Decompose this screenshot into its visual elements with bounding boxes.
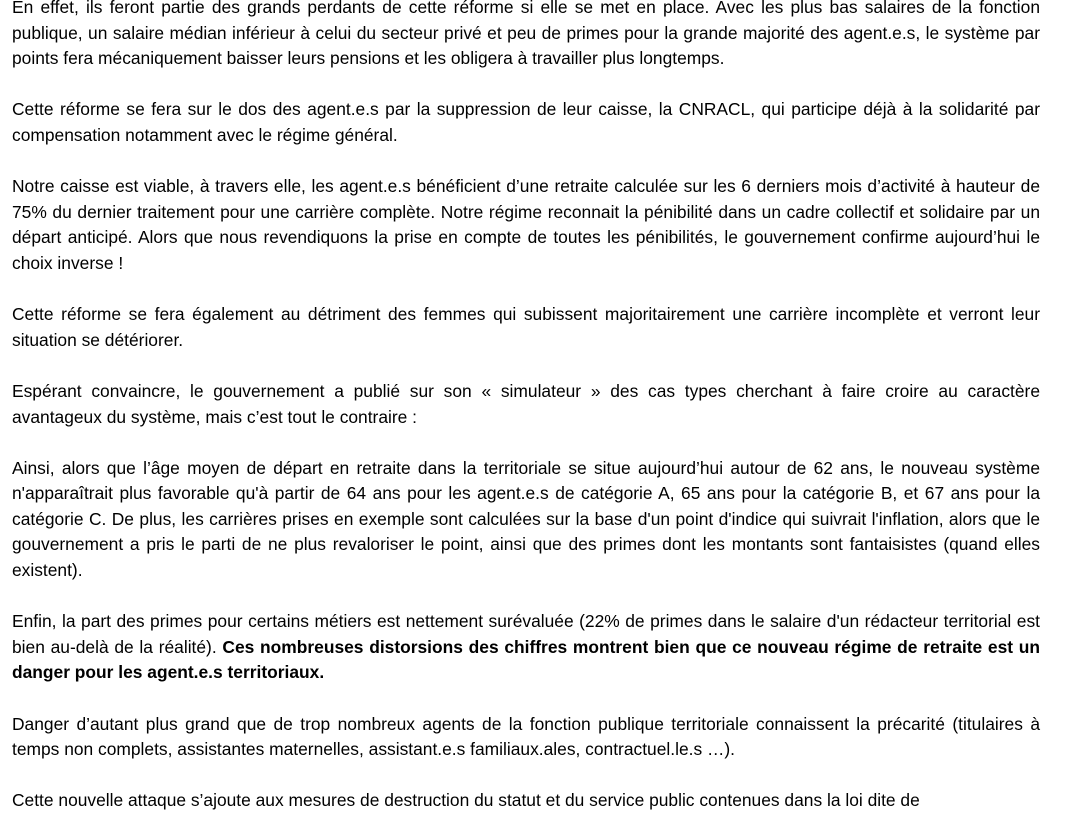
paragraph-femmes: Cette réforme se fera également au détriment des femmes qui subissent majoritairement une carrière incomplète et verront leur situation se détériorer. <box>12 304 1040 350</box>
document-body <box>12 0 1040 814</box>
paragraph-caisse-viable: Notre caisse est viable, à travers elle, les agent.e.s bénéficient d’une retraite calculée sur les 6 derniers mois d’activité à hauteur de 75% du dernier traitement pour une carrière complète. Notre régime reconnait la pénibilité dans un cadre collectif et solidaire par un départ anticipé. Alors que nous revendiquons la prise en compte de toutes les pénibilités, le gouvernement confirme aujourd’hui le choix inverse ! <box>12 176 1040 273</box>
paragraph-age-depart: Ainsi, alors que l’âge moyen de départ en retraite dans la territoriale se situe aujourd’hui autour de 62 ans, le nouveau système n'apparaîtrait plus favorable qu'à partir de 64 ans pour les agent.e.s de catégorie A, 65 ans pour la catégorie B, et 67 ans pour la catégorie C. De plus, les carrières prises en exemple sont calculées sur la base d'un point d'indice qui suivrait l'inflation, alors que le gouvernement a pris le parti de ne plus revaloriser le point, ainsi que des primes dont les montants sont fantaisistes (quand elles existent). <box>12 457 1040 581</box>
paragraph-precarite: Danger d’autant plus grand que de trop nombreux agents de la fonction publique territoriale connaissent la précarité (titulaires à temps non complets, assistantes maternelles, assistant.e.s familiaux.ales, contractuel.le.s …). <box>12 713 1040 760</box>
paragraph-primes <box>12 609 1040 686</box>
paragraph-grands-perdants: En effet, ils feront partie des grands perdants de cette réforme si elle se met en place. Avec les plus bas salaires de la fonction publique, un salaire médian inférieur à celui du secteur privé et peu de primes pour la grande majorité des agent.e.s, le système par points fera mécaniquement baisser leurs pensions et les obligera à travailler plus longtemps. <box>12 0 1040 69</box>
paragraph-simulateur: Espérant convaincre, le gouvernement a publié sur son « simulateur » des cas types cherchant à faire croire au caractère avantageux du système, mais c’est tout le contraire : <box>12 380 1040 427</box>
paragraph-primes-text: Enfin, la part des primes pour certains métiers est nettement surévaluée (22% de primes dans le salaire d'un rédacteur territorial est bien au-delà de la réalité). <box>12 611 1040 657</box>
paragraph-primes-bold-conclusion: Ces nombreuses distorsions des chiffres montrent bien que ce nouveau régime de retraite est un danger pour les agent.e.s territoriaux. <box>12 636 1041 683</box>
paragraph-suppression-cnracl: Cette réforme se fera sur le dos des agent.e.s par la suppression de leur caisse, la CNRACL, qui participe déjà à la solidarité par compensation notamment avec le régime général. <box>12 99 1040 145</box>
paragraph-nouvelle-attaque: Cette nouvelle attaque s’ajoute aux mesures de destruction du statut et du service public contenues dans la loi dite de <box>12 790 920 811</box>
